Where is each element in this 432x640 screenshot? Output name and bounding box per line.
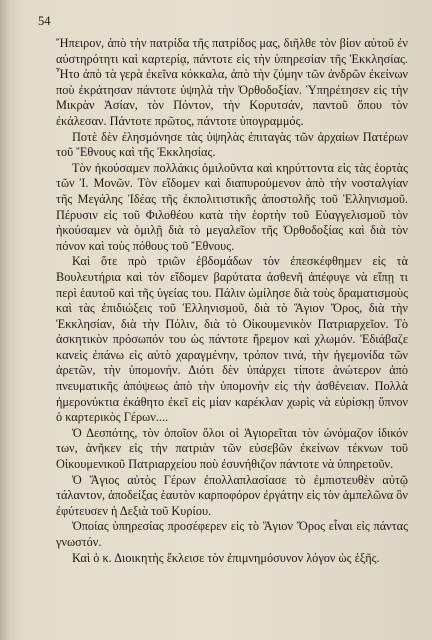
paragraph-7: Ὁποίας ὑπηρεσίας προσέφερεν εἰς τὸ Ἅγιον Ὄρος εἶναι εἰς πάντας γνωστόν. xyxy=(56,519,408,549)
paragraph-2: Ποτὲ δὲν ἐλησμόνησε τὰς ὑψηλὰς ἐπιταγὰς τῶν ἀρχαίων Πατέρων τοῦ Ἔθνους καὶ τῆς Ἐκκλησίας. xyxy=(56,129,408,160)
paragraph-8: Καὶ ὁ κ. Διοικητὴς ἔκλεισε τὸν ἐπιμνημόσυνον λόγον ὡς ἑξῆς. xyxy=(72,550,380,565)
page-number: 54 xyxy=(38,14,51,28)
paragraph-3: Τὸν ἠκούσαμεν πολλάκις ὁμιλοῦντα καὶ κηρύττοντα εἰς τὰς ἑορτὰς τῶν Ἰ. Μονῶν. Τὸν εἴδομεν καὶ διαπυρούμενον ἀπὸ τὴν νοσταλγίαν τῆς Μεγάλης Ἰδέας τῆς ἐκπολιτιστικῆς ἀποστολῆς τοῦ Ἑλληνισμοῦ. Πέρυσιν εἰς τοῦ Φιλοθέου κατὰ τὴν ἑορτὴν τοῦ Εὐαγγελισμοῦ τὸν ἠκούσαμεν νὰ ὁμιλῇ διὰ τὸ μεγαλεῖον τῆς Ὀρθοδοξίας καὶ διὰ τὸν πόνον καὶ τοὺς πόθους τοῦ Ἔθνους. xyxy=(56,160,408,253)
page-edge-shadow xyxy=(0,0,10,640)
paragraph-5: Ὁ Δεσπότης, τὸν ὁποῖον ὅλοι οἱ Ἁγιορεῖται τὸν ὠνόμαζον ἰδικόν των, ἀνῆκεν εἰς τὴν πατριὰν τῶν εὐσεβῶν ἐκείνων τέκνων τοῦ Οἰκουμενικοῦ Πατριαρχείου ποὺ ἐσυνήθιζον πάντοτε νὰ ὑπηρετοῦν. xyxy=(56,425,408,472)
paragraph-1: Ἤπειρον, ἀπὸ τὴν πατρίδα τῆς πατρίδος μας, διῆλθε τὸν βίον αὐτοῦ ἐν αὐστηρότητι καὶ καρτερίᾳ, πάντοτε εἰς τὴν ὑπηρεσίαν τῆς Ἐκκλησίας. Ἦτο ἀπὸ τὰ γερὰ ἐκεῖνα κόκκαλα, ἀπὸ τὴν ζύμην τῶν ἀνδρῶν ἐκείνων ποὺ ἐκράτησαν πάντοτε ὑψηλὰ τὴν Ὀρθοδοξίαν. Ὑπηρέτησεν εἰς τὴν Μικρὰν Ἀσίαν, τὸν Πόντον, τὴν Κορυτσάν, παντοῦ ὅπου τὸν ἐκάλεσαν. Πάντοτε πρῶτος, πάντοτε ὑπογραμμός. xyxy=(56,36,408,128)
paragraph-6: Ὁ Ἅγιος αὐτὸς Γέρων ἐπολλαπλασίασε τὸ ἐμπιστευθὲν αὐτῷ τάλαντον, ἀποδείξας ἑαυτὸν καρποφόρον ἐργάτην εἰς τὸν ἀμπελῶνα ὃν ἐφύτευσεν ἡ Δεξιὰ τοῦ Κυρίου. xyxy=(56,472,408,518)
paragraph-4: Καὶ ὅτε πρὸ τριῶν ἑβδομάδων τὸν ἐπεσκέφθημεν εἰς τὰ Βουλευτήρια καὶ τὸν εἴδομεν βαρύτατα ἀσθενῆ ἀπέφυγε νὰ εἴπῃ τι περὶ ἑαυτοῦ καὶ τῆς ὑγείας του. Πάλιν ὡμίλησε διὰ τοὺς δραματισμοὺς καὶ τὰς ἐπιδιώξεις τοῦ Ἑλληνισμοῦ, διὰ τὸ Ἅγιον Ὄρος, διὰ τὴν Ἐκκλησίαν, διὰ τὴν Πόλιν, διὰ τὸ Οἰκουμενικὸν Πατριαρχεῖον. Τὸ ἀσκητικὸν πρόσωπόν του ὡς πάντοτε ἤρεμον καὶ χλωμόν. Ἐδιάβαζε κανεὶς ἐπάνω εἰς αὐτὸ χαραγμένην, τρόπον τινά, τὴν ἡγεμονίδα τῶν ἀρετῶν, τὴν ὑπομονήν. Διότι δὲν ὑπάρχει τίποτε ἀνώτερον ἀπὸ πνευματικῆς ἀπόψεως ἀπὸ τὴν ὑπομονὴν εἰς τὴν ἀσθένειαν. Πολλὰ ἠμερονύκτια ἐκάθητο ἐκεῖ εἰς μίαν καρέκλαν χωρὶς νὰ εὑρίσκῃ ὕπνον ὁ καρτερικὸς Γέρων.... xyxy=(56,254,408,425)
